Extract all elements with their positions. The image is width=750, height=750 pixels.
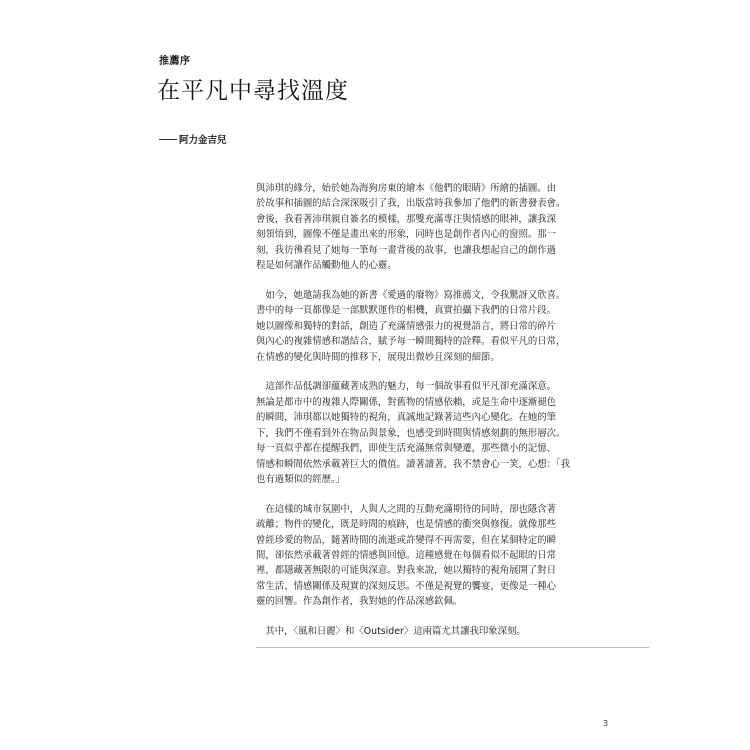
section-label: 推薦序: [159, 56, 191, 67]
byline-dash: [159, 139, 177, 140]
paragraph-line: 如今，她邀請我為她的新書《愛過的廢物》寫推薦文，令我驚訝又欣喜。: [256, 289, 566, 301]
page-title: 在平凡中尋找溫度: [157, 78, 349, 104]
paragraph-line: 間，卻依然承載著曾經的情感與回憶。這種感覺在每個看似不起眼的日常: [256, 550, 557, 562]
paragraph-line: 下，我們不僅看到外在物品與景象，也感受到時間與情感刻劃的無形層次。: [256, 427, 566, 439]
author-byline: [159, 132, 227, 146]
body-paragraph: [256, 502, 649, 610]
paragraph-line: 程是如何讓作品觸動他人的心靈。: [256, 260, 397, 272]
body-paragraph: [256, 624, 649, 639]
paragraph-line: 與內心的複雜情感和諧結合，賦予每一瞬間獨特的詮釋。看似平凡的日常，: [256, 336, 566, 348]
body-paragraph: [256, 379, 649, 487]
footer-rule: [256, 647, 649, 648]
paragraph-line: 她以圖像和獨特的對話，創造了充滿情感張力的視覺語言，將日常的碎片: [256, 320, 557, 332]
paragraph-line: 疏離；物件的變化，既是時間的痕跡，也是情感的衝突與修復。就像那些: [256, 519, 557, 531]
body-paragraph: [256, 288, 649, 365]
paragraph-line: 刻領悟到，圖像不僅是畫出來的形象，同時也是創作者內心的窗照。那一: [256, 229, 557, 241]
page-number: 3: [603, 719, 609, 728]
author-name: 阿力金吉兒: [179, 135, 227, 146]
paragraph-line: 的瞬間，沛琪都以她獨特的視角，真誠地記錄著這些內心變化。在她的筆: [256, 412, 557, 424]
paragraph-line: 這部作品低調卻蘊藏著成熟的魅力，每一個故事看似平凡卻充滿深意。: [256, 381, 557, 393]
paragraph-line: 於故事和插圖的結合深深吸引了我，出版當時我參加了他們的新書發表會。: [256, 198, 566, 210]
paragraph-line: 會後，我看著沛琪親自簽名的模樣，那雙充滿專注與情感的眼神，讓我深: [256, 213, 557, 225]
paragraph-line: 刻，我彷彿看見了她每一筆每一畫背後的故事，也讓我想起自己的創作過: [256, 244, 557, 256]
paragraph-line: 與沛琪的緣分，始於她為海狗房東的繪本《他們的眼睛》所繪的插圖。由: [256, 183, 557, 194]
paragraph-line: 常生活、情感關係及現實的深刻反思。不僅是視覺的饗宴，更像是一種心: [256, 580, 557, 592]
paragraph-line: 書中的每一頁都像是一部默默運作的相機，真實拍攝下我們的日常片段。: [256, 305, 557, 317]
paragraph-line: 曾經珍愛的物品，隨著時間的流逝或許變得不再需要，但在某個特定的瞬: [256, 534, 557, 546]
body-text: [256, 181, 649, 654]
paragraph-line: 情感和瞬間依然承載著巨大的價值。讀著讀著，我不禁會心一笑，心想：「我: [256, 458, 571, 470]
paragraph-line: 每一頁似乎都在提醒我們，即使生活充滿無常與變遷，那些微小的記憶、: [256, 443, 557, 455]
body-paragraph: [256, 181, 649, 273]
paragraph-line: 裡，都隱藏著無限的可能與深意。對我來說，她以獨特的視角展開了對日: [256, 565, 557, 577]
paragraph-line: 無論是都市中的複雜人際關係，對舊物的情感依賴，或是生命中逐漸褪色: [256, 396, 557, 408]
paragraph-line: 在這樣的城市氛圍中，人與人之間的互動充滿期待的同時，卻也隱含著: [256, 503, 557, 515]
paragraph-line: 也有過類似的經歷。」: [256, 473, 346, 485]
paragraph-line: 其中，〈風和日麗〉和〈Outsider〉這兩篇尤其讓我印象深刻。: [256, 626, 526, 638]
paragraph-line: 在情感的變化與時間的推移下，展現出微妙且深刻的細節。: [256, 351, 500, 363]
paragraph-line: 靈的回響。作為創作者，我對她的作品深感欽佩。: [256, 596, 463, 608]
